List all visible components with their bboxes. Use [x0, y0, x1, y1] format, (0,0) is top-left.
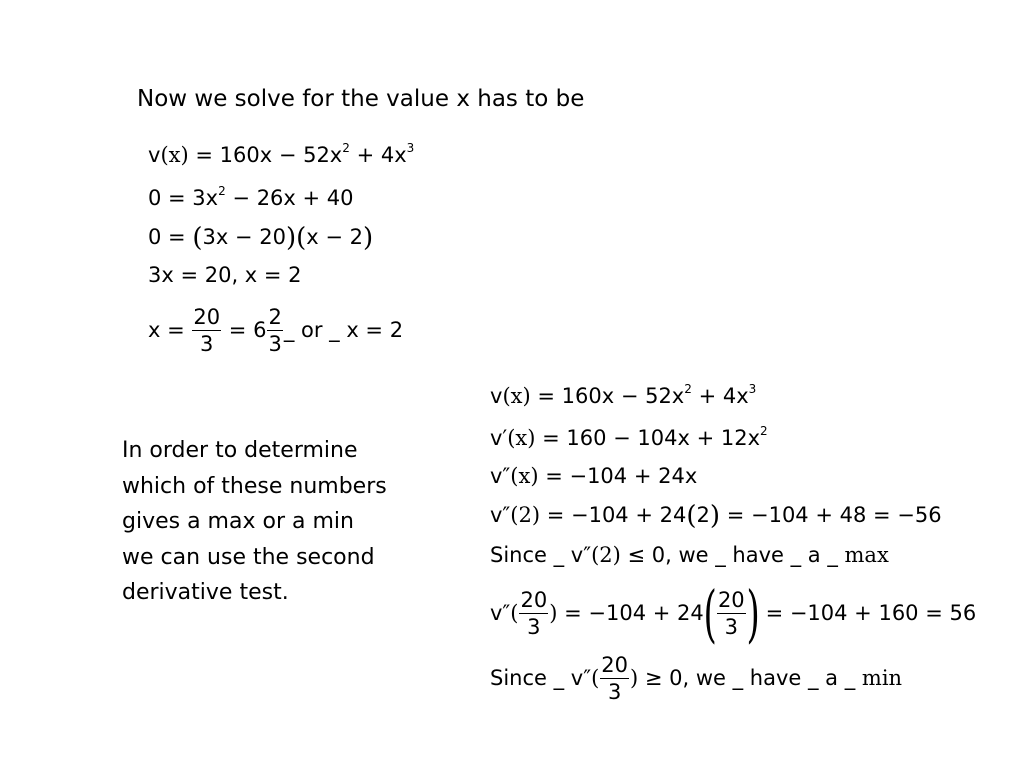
- explanation-text: In order to determine which of these numbers gives a max or a min we can use the second derivative test.: [122, 438, 387, 605]
- derivative-step-4: v″(2) = −104 + 24(2) = −104 + 48 = −56: [490, 501, 942, 531]
- derivative-step-2: $v'(x) = 160 - 104x + 12x^2$: [490, 424, 768, 450]
- solve-step-5: x = $\frac{20}{3}$ = 6 $\frac{2}{3}$ _ or _ x = 2: [148, 305, 404, 356]
- solve-step-2: $0 = 3x^2 - 26x + 40$: [148, 184, 354, 210]
- solve-step-4: 3x = 20, x = 2: [148, 263, 302, 287]
- derivative-step-7: Since _ v″( $\frac{20}{3}$ ) ≥ 0, we _ have _ a _ min: [490, 653, 903, 704]
- heading: Now we solve for the value x has to be: [137, 86, 585, 112]
- derivative-step-1: $v(x) = 160x - 52x^2 + 4x^3$: [490, 382, 757, 408]
- derivative-step-6: v″( $\frac{20}{3}$ ) = −104 + 24( $\frac{20}{3}$ ) = −104 + 160 = 56: [490, 577, 977, 650]
- solve-step-3: 0 = (3x − 20)(x − 2): [148, 223, 374, 253]
- derivative-step-5: Since _ v″(2) ≤ 0, we _ have _ a _ max: [490, 543, 889, 567]
- derivative-step-3: v″(x) = −104 + 24x: [490, 464, 698, 488]
- solve-step-1: $v(x) = 160x - 52x^2 + 4x^3$: [148, 141, 415, 167]
